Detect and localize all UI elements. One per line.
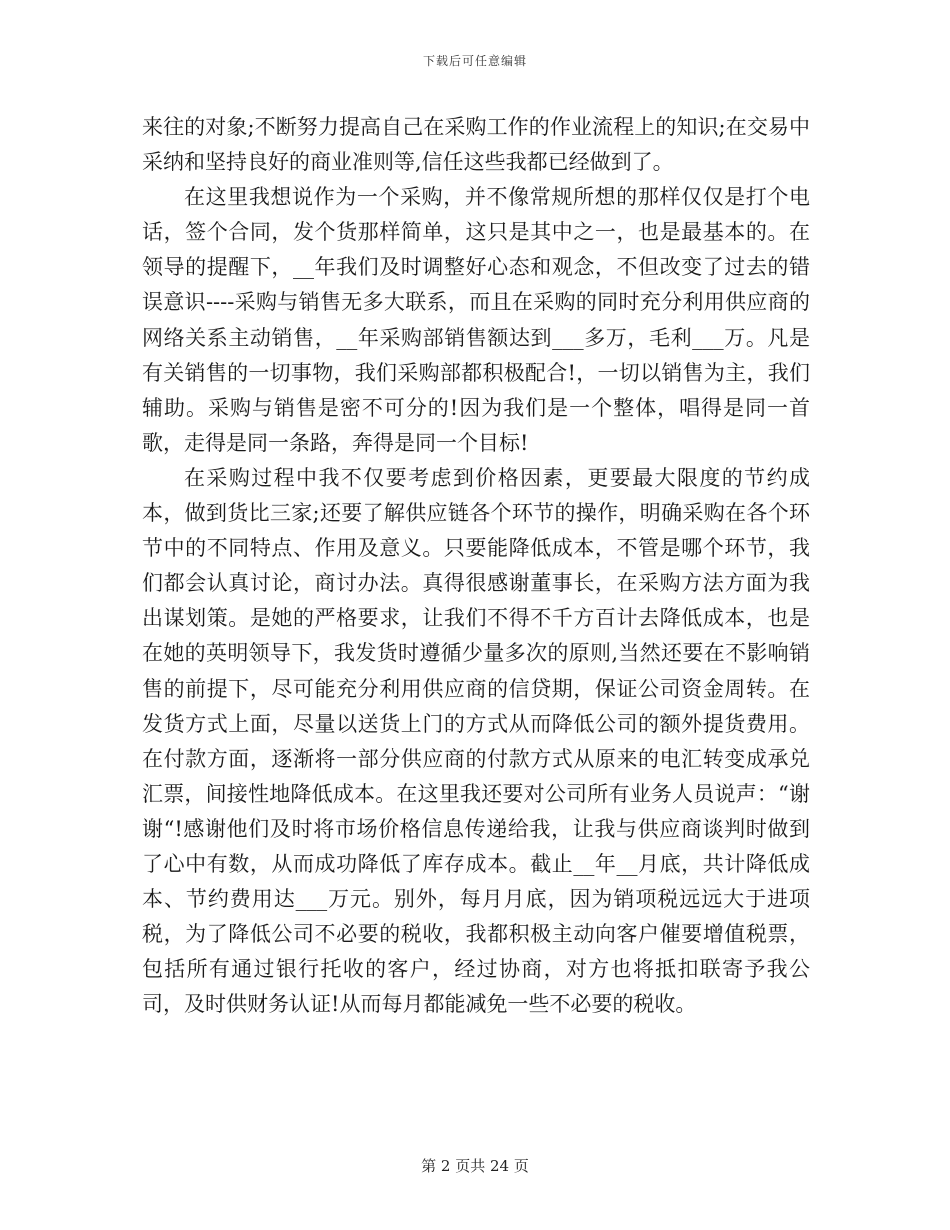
paragraph-continuation: 来往的对象;不断努力提高自己在采购工作的作业流程上的知识;在交易中采纳和坚持良好的商业准则等,信任这些我都已经做到了。: [142, 115, 810, 175]
document-body: [142, 110, 810, 1022]
paragraph-procurement-sales: 在这里我想说作为一个采购，并不像常规所想的那样仅仅是打个电话，签个合同，发个货那样简单，这只是其中之一，也是最基本的。在领导的提醒下，__年我们及时调整好心态和观念，不但改变了过去的错误意识----采购与销售无多大联系，而且在采购的同时充分利用供应商的网络关系主动销售，__年采购部销售额达到___多万，毛利___万。凡是有关销售的一切事物，我们采购部都积极配合!，一切以销售为主，我们辅助。采购与销售是密不可分的!因为我们是一个整体，唱得是同一首歌，走得是同一条路，奔得是同一个目标!: [142, 185, 810, 455]
paragraph-cost-reduction: 在采购过程中我不仅要考虑到价格因素，更要最大限度的节约成本，做到货比三家;还要了解供应链各个环节的操作，明确采购在各个环节中的不同特点、作用及意义。只要能降低成本，不管是哪个环节，我们都会认真讨论，商讨办法。真得很感谢董事长，在采购方法方面为我出谋划策。是她的严格要求，让我们不得不千方百计去降低成本，也是在她的英明领导下，我发货时遵循少量多次的原则,当然还要在不影响销售的前提下，尽可能充分利用供应商的信贷期，保证公司资金周转。在发货方式上面，尽量以送货上门的方式从而降低公司的额外提货费用。在付款方面，逐渐将一部分供应商的付款方式从原来的电汇转变成承兑汇票，间接性地降低成本。在这里我还要对公司所有业务人员说声：“谢谢“!感谢他们及时将市场价格信息传递给我，让我与供应商谈判时做到了心中有数，从而成功降低了库存成本。截止__年__月底，共计降低成本、节约费用达___万元。别外，每月月底，因为销项税远远大于进项税，为了降低公司不必要的税收，我都积极主动向客户催要增值税票，包括所有通过银行托收的客户，经过协商，对方也将抵扣联寄予我公司，及时供财务认证!从而每月都能减免一些不必要的税收。: [142, 465, 810, 1017]
page-header: 下载后可任意编辑: [422, 54, 527, 68]
page-number: 第 2 页共 24 页: [421, 1157, 529, 1175]
